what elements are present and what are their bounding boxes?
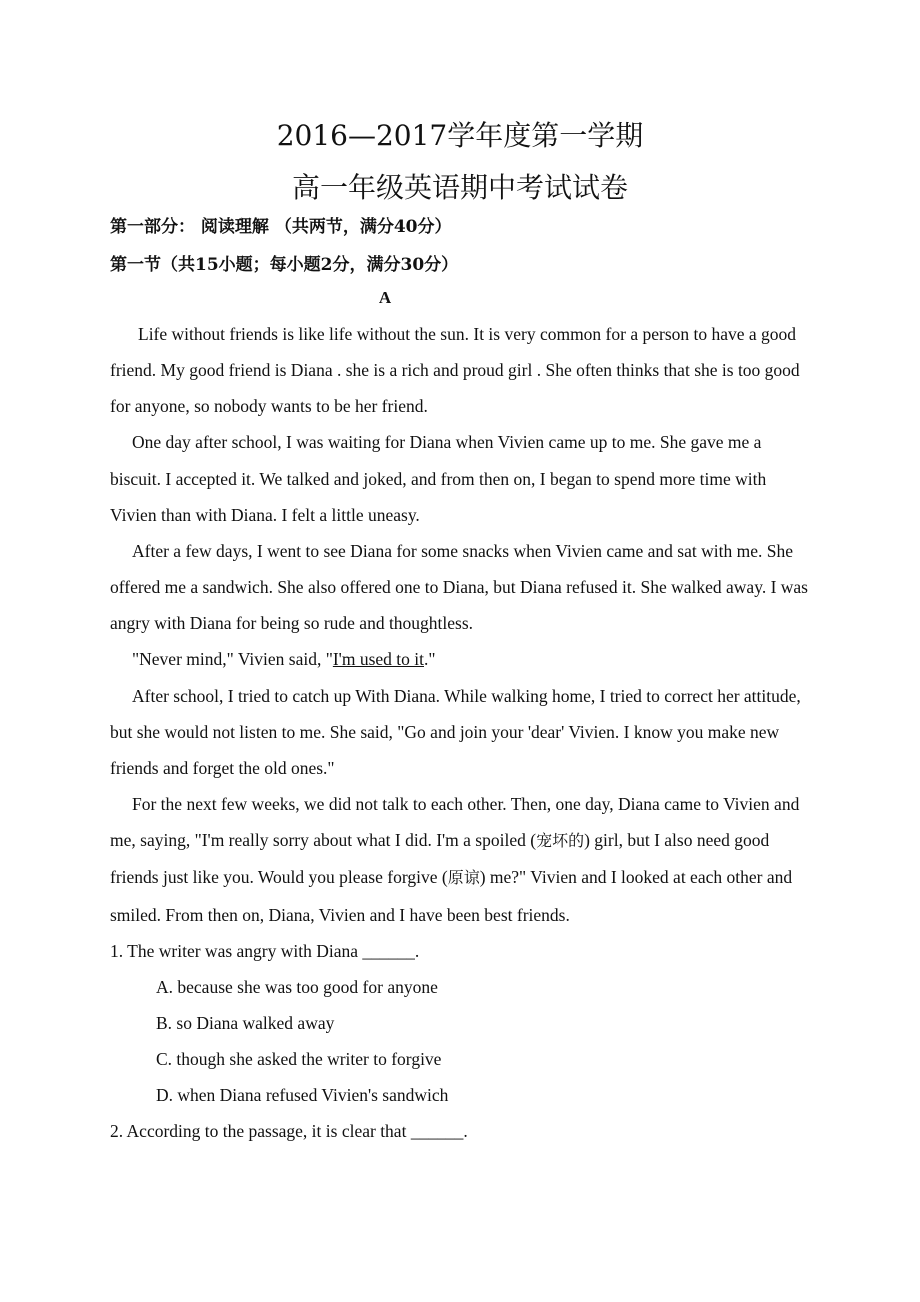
part-heading: 第一部分： 阅读理解 （共两节，满分40分） bbox=[110, 217, 452, 237]
exam-title-line2: 高一年级英语期中考试试卷 bbox=[291, 171, 628, 204]
passage-body bbox=[110, 316, 810, 1150]
question-1-option-b: B. so Diana walked away bbox=[156, 1012, 335, 1033]
passage-paragraph-3: After a few days, I went to see Diana for some snacks when Vivien came and sat with me. She offered me a sandwich. She also offered one to Diana, but Diana refused it. She walked away. I was angry with Diana for being so rude and thoughtless. bbox=[110, 540, 808, 634]
underlined-phrase: I'm used to it bbox=[332, 649, 424, 670]
question-2-stem: 2. According to the passage, it is clear that ______. bbox=[110, 1121, 468, 1142]
passage-paragraph-2: One day after school, I was waiting for Diana when Vivien came up to me. She gave me a biscuit. I accepted it. We talked and joked, and from then on, I began to spend more time with Vivien than with Diana. I felt a little uneasy. bbox=[110, 432, 767, 525]
quote-open: "Never mind," Vivien said, " bbox=[132, 649, 333, 670]
exam-title-line1: 2016—2017学年度第一学期 bbox=[276, 119, 644, 152]
passage-paragraph-1: Life without friends is like life without the sun. It is very common for a person to have a good friend. My good friend is Diana . she is a rich and proud girl . She often thinks that she is too good for anyone, so nobody wants to be her friend. bbox=[110, 324, 800, 417]
paragraph-6-part-a: For the next few weeks, we did not talk to each other. Then, one day, Diana came to Vivien and me, saying, "I'm really sorry about what I did. I'm a spoiled ( bbox=[110, 794, 800, 851]
question-1-option-c: C. though she asked the writer to forgive bbox=[156, 1049, 442, 1070]
paragraph-6-part-b: ) girl, but I also need good friends just like you. Would you please forgive ( bbox=[110, 830, 770, 888]
question-1-option-d: D. when Diana refused Vivien's sandwich bbox=[156, 1085, 449, 1106]
gloss-forgive: 原谅 bbox=[447, 868, 480, 888]
section-heading: 第一节（共15小题；每小题2分，满分30分） bbox=[110, 255, 459, 275]
quote-close: ." bbox=[424, 649, 436, 670]
gloss-spoiled: 宠坏的 bbox=[536, 831, 585, 851]
passage-paragraph-4 bbox=[110, 641, 810, 677]
question-1-option-a: A. because she was too good for anyone bbox=[156, 976, 438, 997]
paragraph-6-part-c: ) me?" Vivien and I looked at each other and smiled. From then on, Diana, Vivien and I have been best friends. bbox=[110, 867, 793, 925]
question-1-stem: 1. The writer was angry with Diana ______. bbox=[110, 940, 420, 961]
passage-label: A bbox=[378, 288, 392, 307]
passage-paragraph-6 bbox=[110, 786, 810, 933]
passage-paragraph-5: After school, I tried to catch up With Diana. While walking home, I tried to correct her attitude, but she would not listen to me. She said, "Go and join your 'dear' Vivien. I know you make new friends and forget the old ones." bbox=[110, 685, 801, 778]
